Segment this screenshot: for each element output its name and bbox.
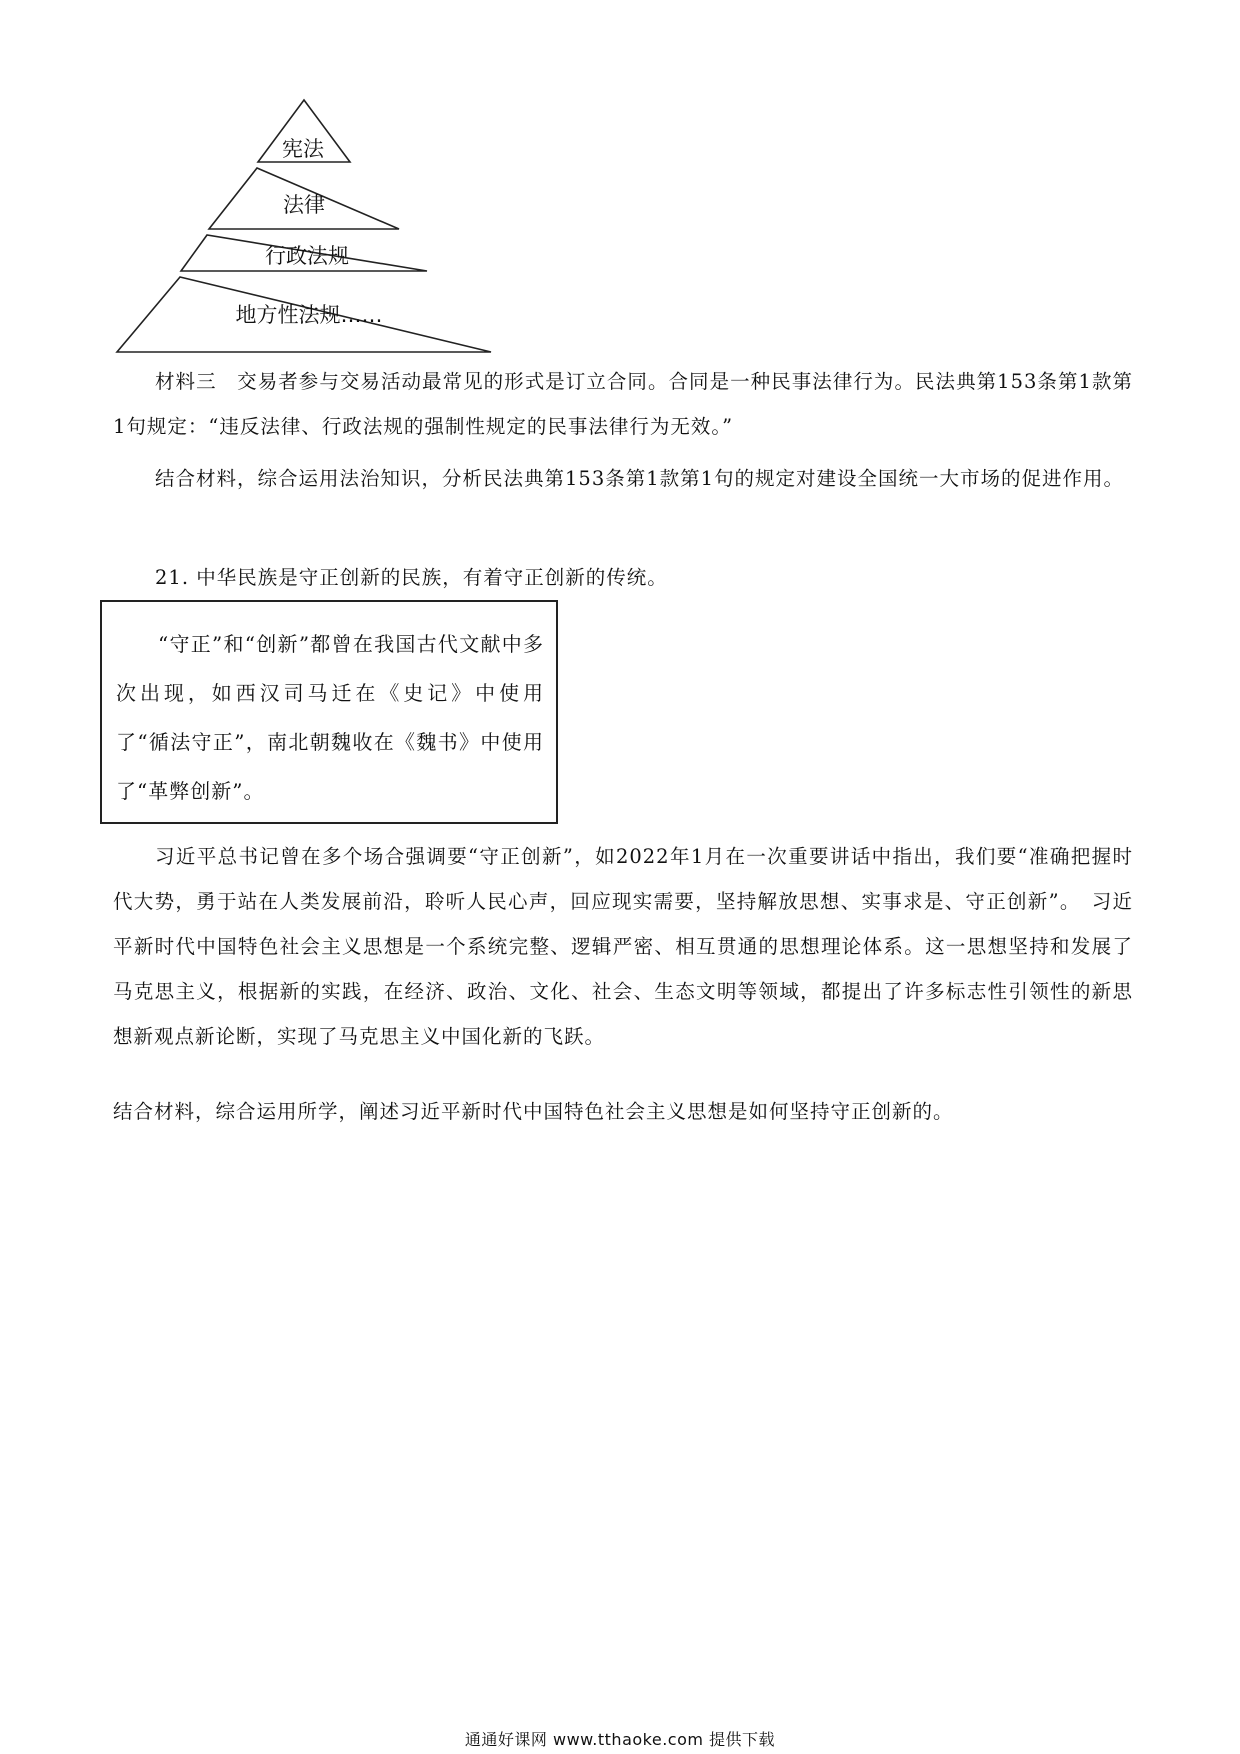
material-three-paragraph: 材料三 交易者参与交易活动最常见的形式是订立合同。合同是一种民事法律行为。民法典第153条第1款第1句规定：“违反法律、行政法规的强制性规定的民事法律行为无效。” (113, 370, 1133, 438)
pyramid-label-local-regulations: 地方性法规…… (235, 303, 383, 327)
question-21-material: 习近平总书记曾在多个场合强调要“守正创新”，如2022年1月在一次重要讲话中指出，我们要“准确把握时代大势，勇于站在人类发展前沿，聆听人民心声，回应现实需要，坚持解放思想、实事求是、守正创新”。 习近平新时代中国特色社会主义思想是一个系统完整、逻辑严密、相互贯通的思想理论体系。这一思想坚持和发展了马克思主义，根据新的实践，在经济、政治、文化、社会、生态文明等领域，都提出了许多标志性引领性的新思想新观点新论断，实现了马克思主义中国化新的飞跃。 (113, 845, 1133, 1048)
pyramid-shape (0, 0, 1240, 360)
question-20-prompt: 结合材料，综合运用法治知识，分析民法典第153条第1款第1句的规定对建设全国统一大市场的促进作用。 (155, 467, 1125, 490)
pyramid-label-law: 法律 (283, 193, 325, 217)
question-21-intro: 21. 中华民族是守正创新的民族，有着守正创新的传统。 (155, 566, 668, 589)
pyramid-label-admin-regulations: 行政法规 (265, 244, 349, 268)
quotation-text: “守正”和“创新”都曾在我国古代文献中多次出现，如西汉司马迁在《史记》中使用了“循法守正”，南北朝魏收在《魏书》中使用了“革弊创新”。 (116, 632, 544, 803)
quotation-box (100, 600, 558, 824)
page-footer: 通通好课网 www.tthaoke.com 提供下载 (464, 1730, 776, 1749)
law-hierarchy-pyramid (0, 0, 1240, 360)
pyramid-label-constitution: 宪法 (282, 137, 324, 161)
question-21-prompt: 结合材料，综合运用所学，阐述习近平新时代中国特色社会主义思想是如何坚持守正创新的。 (113, 1100, 954, 1123)
